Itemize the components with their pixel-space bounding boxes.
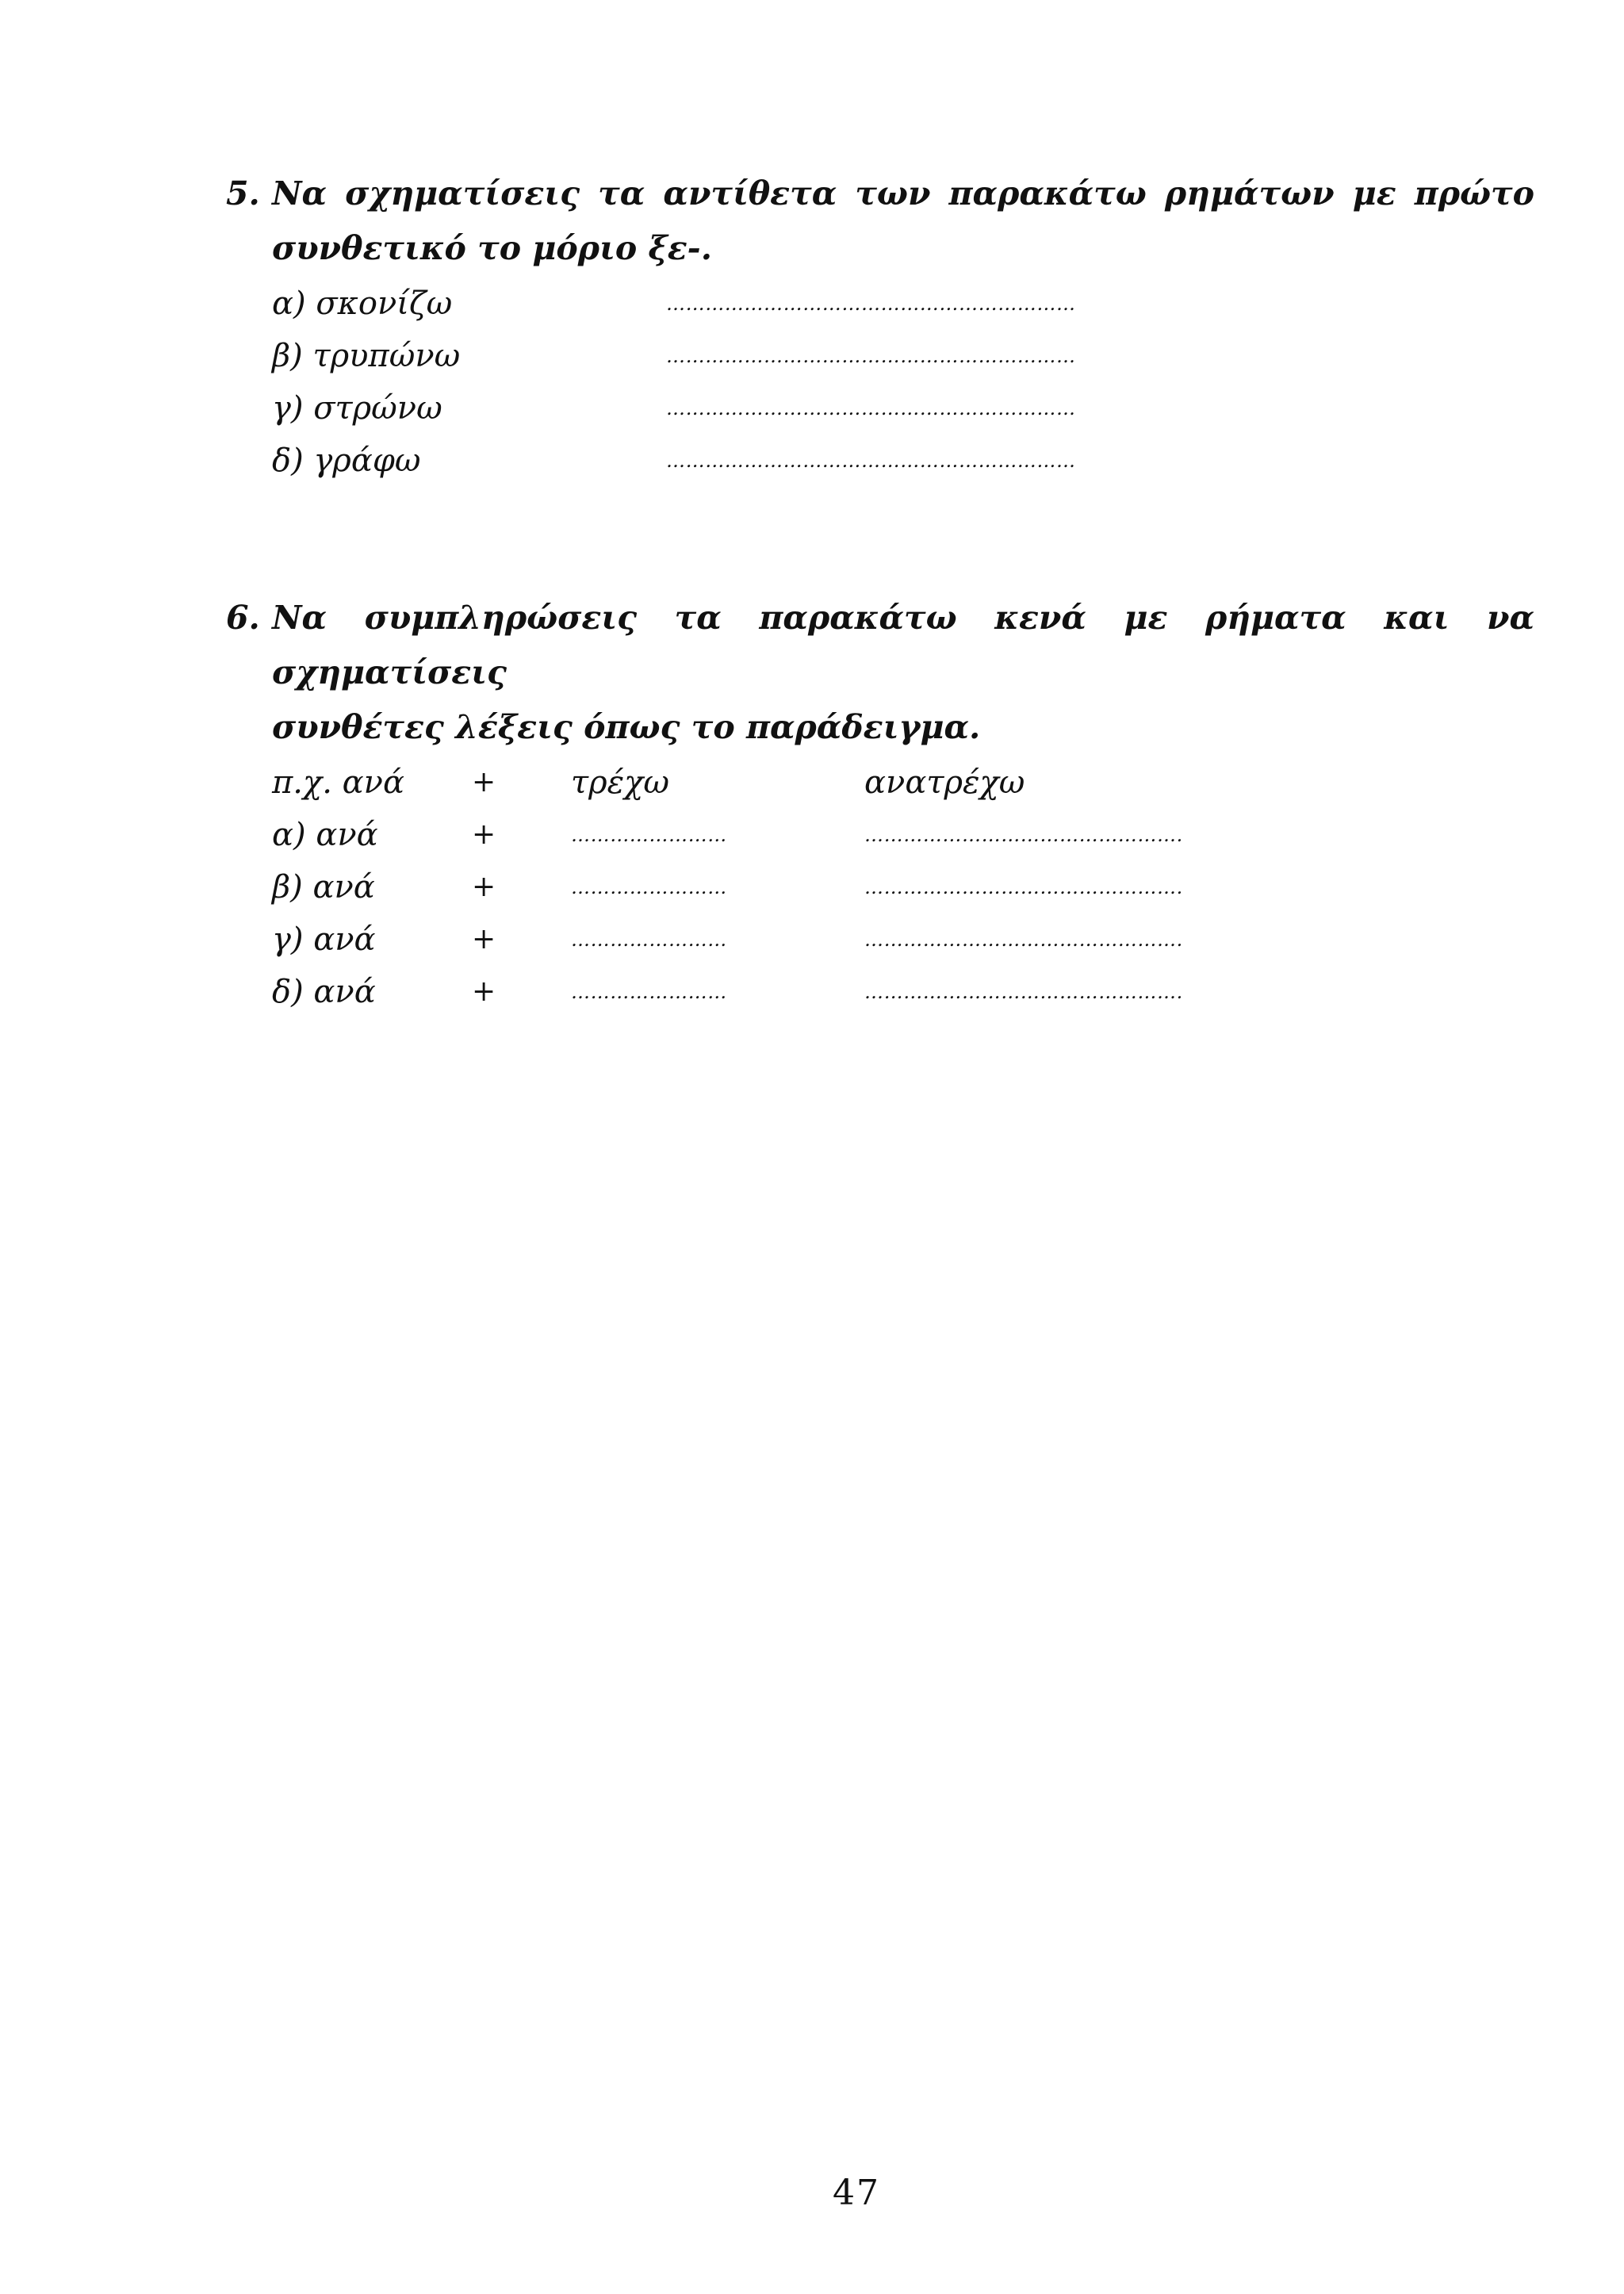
exercise-6 bbox=[226, 591, 1534, 1018]
exercise-6-item-d bbox=[226, 966, 1534, 1018]
item-label: β) ανά bbox=[272, 869, 375, 906]
plus-sign: + bbox=[472, 766, 496, 798]
exercise-5-items bbox=[226, 278, 1534, 487]
item-label: α) ανά bbox=[272, 817, 378, 853]
exercise-6-example-row bbox=[226, 756, 1534, 809]
result-blank[interactable]: …………………………………………. bbox=[864, 876, 1183, 898]
plus-sign: + bbox=[472, 818, 496, 851]
exercise-5-item-b bbox=[226, 330, 1534, 382]
exercise-5-instruction bbox=[226, 167, 1534, 276]
item-label: δ) ανά bbox=[272, 974, 376, 1010]
item-label: β) τρυπώνω bbox=[272, 338, 461, 374]
plus-sign: + bbox=[472, 975, 496, 1008]
answer-blank[interactable]: ……………………………………………………… bbox=[666, 293, 1076, 315]
result-blank[interactable]: …………………………………………. bbox=[864, 824, 1183, 846]
verb-blank[interactable]: …………………… bbox=[571, 929, 727, 951]
exercise-6-item-b bbox=[226, 861, 1534, 913]
item-label: γ) ανά bbox=[272, 921, 376, 958]
example-label: π.χ. ανά bbox=[272, 764, 405, 801]
result-blank[interactable]: …………………………………………. bbox=[864, 929, 1183, 951]
answer-blank[interactable]: ……………………………………………………… bbox=[666, 397, 1076, 419]
result-blank[interactable]: …………………………………………. bbox=[864, 981, 1183, 1003]
exercise-5-instruction-line-2: συνθετικό το μόριο ξε-. bbox=[272, 229, 712, 267]
exercise-6-item-a bbox=[226, 809, 1534, 861]
answer-blank[interactable]: ……………………………………………………… bbox=[666, 450, 1076, 472]
exercise-6-item-c bbox=[226, 913, 1534, 966]
exercise-6-items bbox=[226, 756, 1534, 1018]
exercise-6-instruction-line-1: Να συμπληρώσεις τα παρακάτω κενά με ρήματα και να σχηματίσεις bbox=[272, 599, 1534, 691]
item-label: δ) γράφω bbox=[272, 442, 421, 479]
plus-sign: + bbox=[472, 871, 496, 903]
exercise-6-number: 6. bbox=[226, 599, 260, 637]
example-verb: τρέχω bbox=[571, 764, 669, 801]
answer-blank[interactable]: ……………………………………………………… bbox=[666, 345, 1076, 367]
item-label: γ) στρώνω bbox=[272, 390, 442, 427]
exercise-5-item-c bbox=[226, 382, 1534, 435]
page-number: 47 bbox=[833, 2173, 880, 2213]
plus-sign: + bbox=[472, 923, 496, 956]
verb-blank[interactable]: …………………… bbox=[571, 876, 727, 898]
verb-blank[interactable]: …………………… bbox=[571, 824, 727, 846]
exercise-5-number: 5. bbox=[226, 174, 260, 213]
exercise-5 bbox=[226, 167, 1534, 487]
exercise-6-instruction bbox=[226, 591, 1534, 755]
verb-blank[interactable]: …………………… bbox=[571, 981, 727, 1003]
example-result: ανατρέχω bbox=[864, 764, 1025, 801]
exercise-5-item-d bbox=[226, 435, 1534, 487]
item-label: α) σκονίζω bbox=[272, 285, 453, 322]
exercise-5-instruction-line-1: Να σχηματίσεις τα αντίθετα των παρακάτω ρημάτων με πρώτο bbox=[272, 174, 1534, 213]
exercise-5-item-a bbox=[226, 278, 1534, 330]
exercise-6-instruction-line-2: συνθέτες λέξεις όπως το παράδειγμα. bbox=[272, 708, 981, 746]
